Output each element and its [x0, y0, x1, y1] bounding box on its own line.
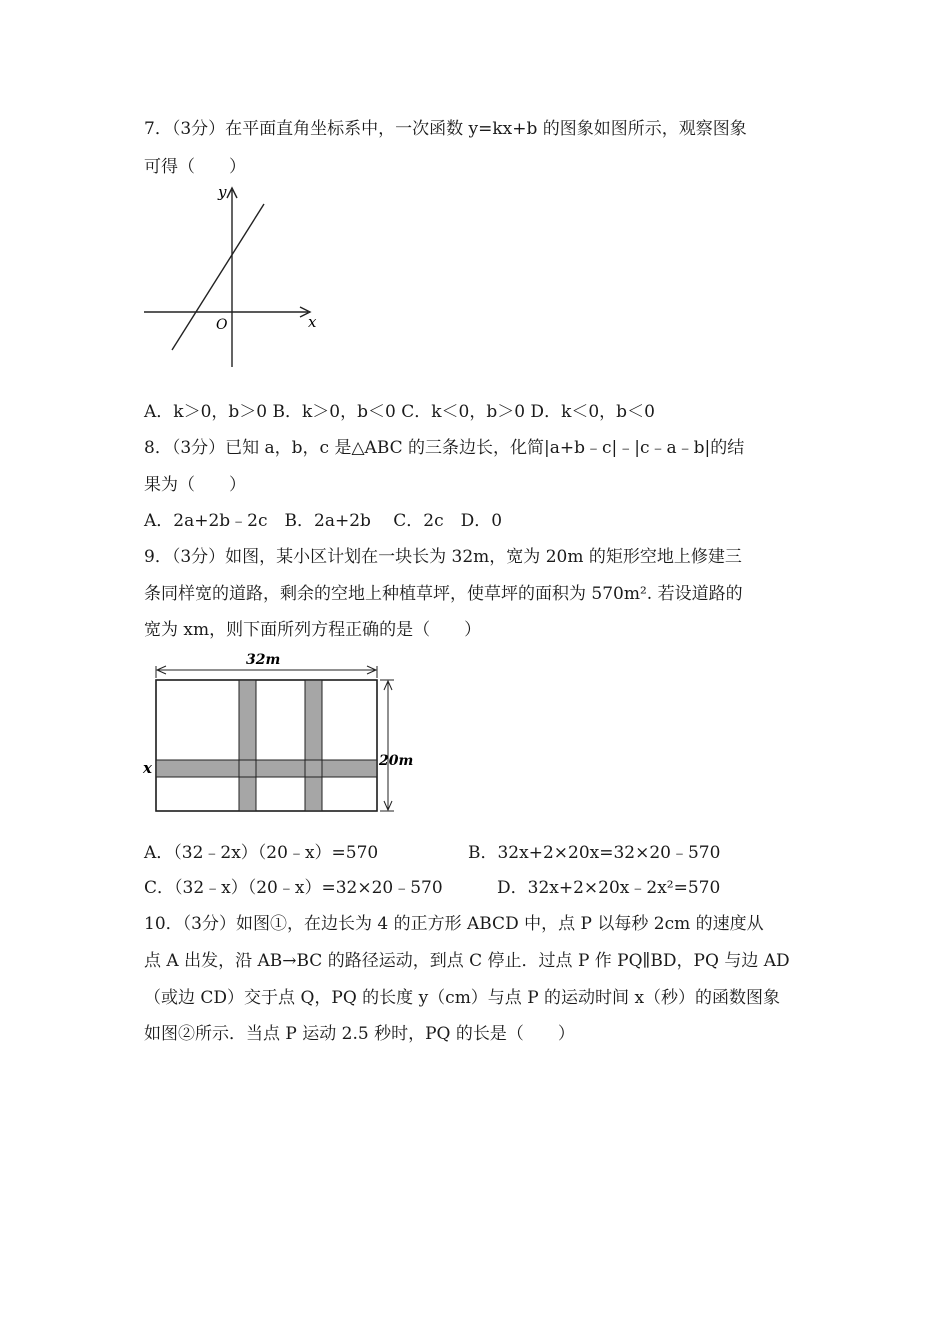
q8-options: A．2a+2b﹣2c B．2a+2b C．2c D．0 [144, 511, 503, 531]
q9-stem-line2: 条同样宽的道路，剩余的空地上种植草坪，使草坪的面积为 570m². 若设道路的 [144, 584, 743, 604]
q7-stem-line1: 7．（3分）在平面直角坐标系中，一次函数 y=kx+b 的图象如图所示，观察图象 [144, 119, 747, 139]
q10-stem-line2: 点 A 出发，沿 AB→BC 的路径运动，到点 C 停止．过点 P 作 PQ∥BD，PQ 与边 AD [144, 951, 790, 971]
q9-option-d: D．32x+2×20x﹣2x²=570 [497, 878, 721, 898]
q7-options: A．k＞0，b＞0 B．k＞0，b＜0 C．k＜0，b＞0 D．k＜0，b＜0 [144, 402, 655, 422]
horizontal-road [156, 760, 377, 777]
q10-stem-line1: 10．（3分）如图①，在边长为 4 的正方形 ABCD 中，点 P 以每秒 2cm 的速度从 [144, 914, 764, 934]
q8-stem-line2: 果为（ ） [144, 475, 246, 495]
y-axis-label: y [218, 183, 227, 201]
vertical-road-2 [305, 680, 322, 811]
q9-rectangle-roads-figure [140, 648, 430, 818]
origin-label: O [216, 317, 228, 333]
q8-stem-line1: 8．（3分）已知 a，b，c 是△ABC 的三条边长，化简|a+b﹣c|﹣|c﹣a﹣b|的结 [144, 438, 745, 458]
q10-stem-line3: （或边 CD）交于点 Q，PQ 的长度 y（cm）与点 P 的运动时间 x（秒）的函数图象 [144, 988, 781, 1008]
q9-stem-line1: 9．（3分）如图，某小区计划在一块长为 32m，宽为 20m 的矩形空地上修建三 [144, 547, 742, 567]
length-label: 32m [246, 652, 281, 668]
q9-option-c: C．（32﹣x）（20﹣x）=32×20﹣570 [144, 878, 443, 898]
lawn-rectangle [156, 680, 377, 811]
width-label: 20m [379, 753, 414, 769]
road-width-label: x [143, 759, 152, 777]
q9-option-b: B．32x+2×20x=32×20﹣570 [468, 843, 721, 863]
q7-linear-function-graph [140, 182, 330, 372]
q10-stem-line4: 如图②所示．当点 P 运动 2.5 秒时，PQ 的长是（ ） [144, 1024, 575, 1044]
q7-stem-line2: 可得（ ） [144, 157, 246, 177]
vertical-road-1 [239, 680, 256, 811]
q9-stem-line3: 宽为 xm，则下面所列方程正确的是（ ） [144, 620, 482, 640]
q9-option-a: A．（32﹣2x）（20﹣x）=570 [144, 843, 379, 863]
x-axis-label: x [308, 313, 317, 331]
